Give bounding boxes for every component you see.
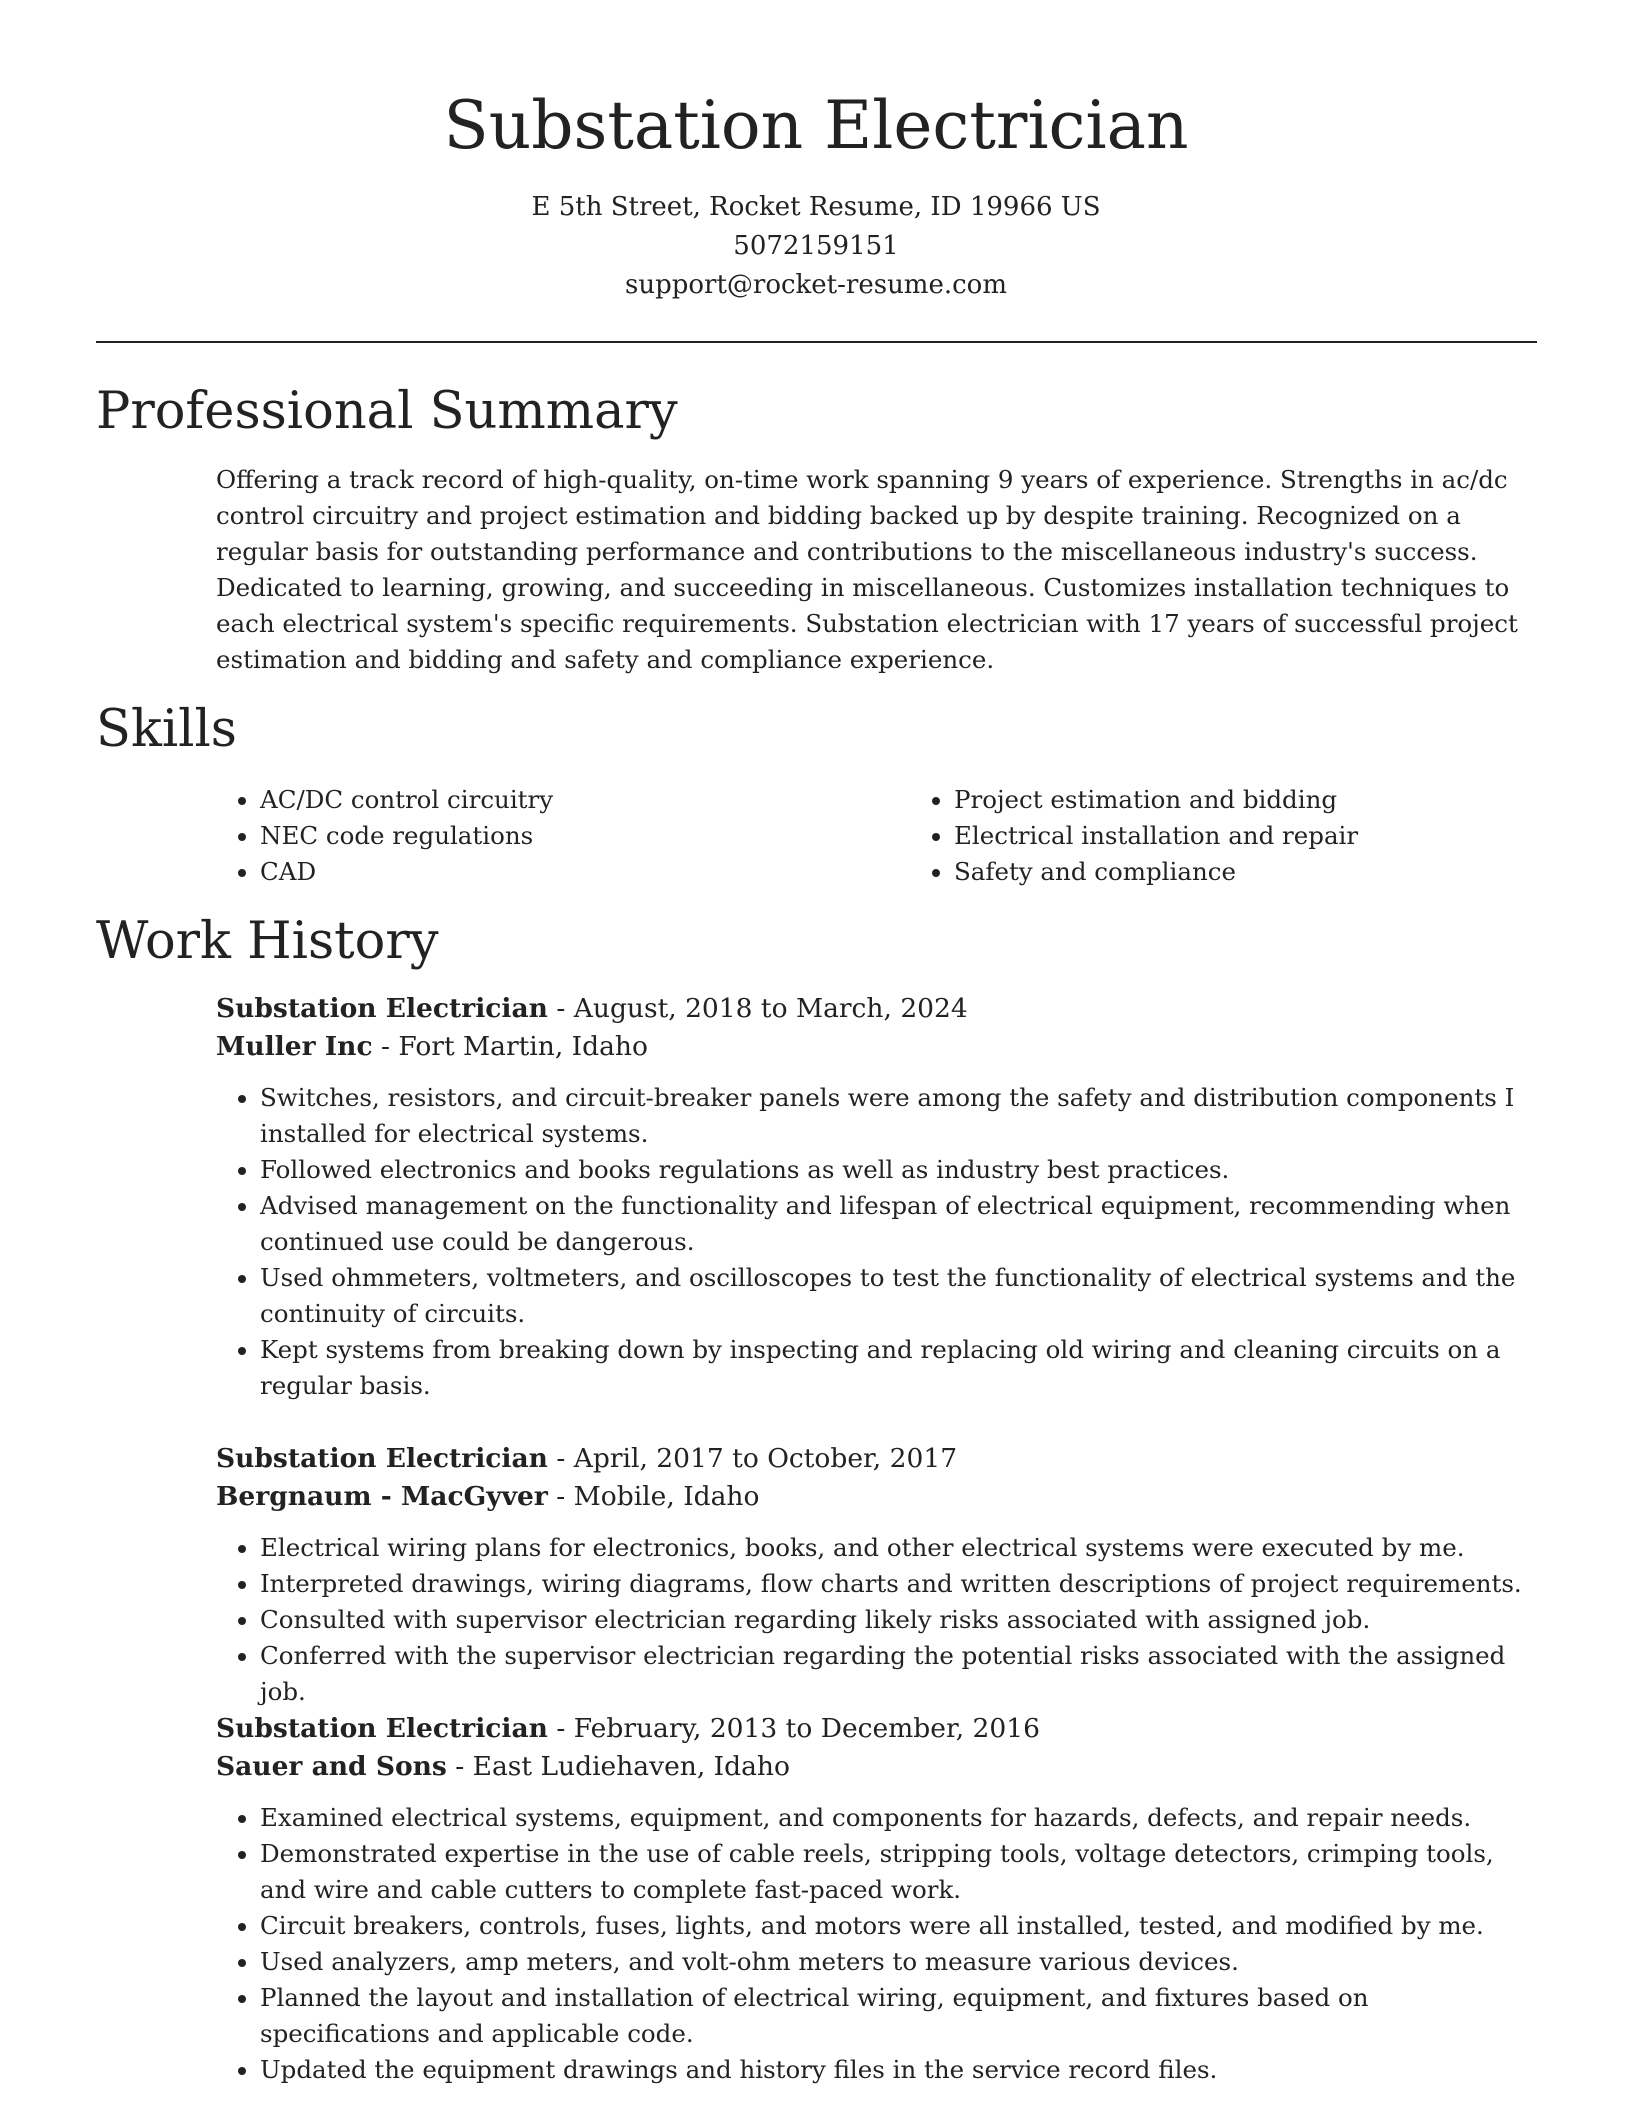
job-bullet: • Advised management on the functionality and lifespan of electrical equipment, recommending when continued use could be dangerous. [260, 1188, 1546, 1260]
address: E 5th Street, Rocket Resume, ID 19966 US [531, 192, 1101, 222]
summary-text: Offering a track record of high-quality, on-time work spanning 9 years of experience. Strengths in ac/dc control circuitry and project estimation and bidding backed up by despite training. Recognized on a regular basis for outstanding performance and contributions to the miscellaneous industry's success. Dedicated to learning, growing, and succeeding in miscellaneous. Customizes installation techniques to each electrical system's specific requirements. Substation electrician with 17 years of successful project estimation and bidding and safety and compliance experience. [216, 465, 1518, 674]
job-company: Muller Inc [216, 1031, 373, 1062]
contact-block [0, 188, 1632, 305]
job-title-line: Substation Electrician - April, 2017 to October, 2017 [216, 1443, 958, 1474]
job-company-line: Muller Inc - Fort Martin, Idaho [216, 1031, 648, 1062]
job-company: Sauer and Sons [216, 1751, 447, 1782]
job-bullet: • Used ohmmeters, voltmeters, and oscilloscopes to test the functionality of electrical systems and the continuity of circuits. [260, 1260, 1546, 1332]
job-bullet: • Followed electronics and books regulations as well as industry best practices. [260, 1152, 1546, 1188]
job-bullet: • Conferred with the supervisor electrician regarding the potential risks associated with the assigned job. [260, 1638, 1546, 1710]
job-bullet: • Planned the layout and installation of electrical wiring, equipment, and fixtures based on specifications and applicable code. [260, 1980, 1546, 2052]
job-bullet: • Circuit breakers, controls, fuses, lights, and motors were all installed, tested, and modified by me. [260, 1908, 1546, 1944]
skill-item: • Project estimation and bidding [954, 782, 1358, 818]
work-history-heading: Work History [96, 912, 439, 971]
job-location: Mobile, Idaho [573, 1481, 760, 1512]
job-dates: April, 2017 to October, 2017 [573, 1443, 958, 1474]
job-bullets [216, 1800, 1546, 2088]
skill-item: • NEC code regulations [260, 818, 910, 854]
job-dates: February, 2013 to December, 2016 [573, 1713, 1040, 1744]
skills-heading: Skills [96, 700, 237, 759]
job-company-line: Bergnaum - MacGyver - Mobile, Idaho [216, 1481, 760, 1512]
phone: 5072159151 [733, 231, 899, 261]
job-bullet: • Demonstrated expertise in the use of cable reels, stripping tools, voltage detectors, crimping tools, and wire and cable cutters to complete fast-paced work. [260, 1836, 1546, 1908]
skill-item: • Electrical installation and repair [954, 818, 1358, 854]
skill-item: • CAD [260, 854, 910, 890]
skill-item: • Safety and compliance [954, 854, 1358, 890]
job-title-line: Substation Electrician - August, 2018 to March, 2024 [216, 993, 968, 1024]
email: support@rocket-resume.com [624, 270, 1007, 300]
job-title-line: Substation Electrician - February, 2013 to December, 2016 [216, 1713, 1040, 1744]
job-bullet: • Used analyzers, amp meters, and volt-ohm meters to measure various devices. [260, 1944, 1546, 1980]
job-bullet: • Interpreted drawings, wiring diagrams, flow charts and written descriptions of project requirements. [260, 1566, 1546, 1602]
job-bullet: • Switches, resistors, and circuit-breaker panels were among the safety and distribution components I installed for electrical systems. [260, 1080, 1546, 1152]
job-bullets [216, 1530, 1546, 1710]
job-entry [216, 1440, 1546, 1710]
job-entry [216, 990, 1546, 1404]
job-bullet: • Updated the equipment drawings and history files in the service record files. [260, 2052, 1546, 2088]
job-bullet: • Kept systems from breaking down by inspecting and replacing old wiring and cleaning circuits on a regular basis. [260, 1332, 1546, 1404]
job-company-line: Sauer and Sons - East Ludiehaven, Idaho [216, 1751, 790, 1782]
job-role: Substation Electrician [216, 1713, 548, 1744]
job-bullets [216, 1080, 1546, 1404]
job-role: Substation Electrician [216, 1443, 548, 1474]
job-bullet: • Examined electrical systems, equipment, and components for hazards, defects, and repair needs. [260, 1800, 1546, 1836]
skills-column-left [216, 782, 910, 890]
job-dates: August, 2018 to March, 2024 [573, 993, 968, 1024]
job-bullet: • Consulted with supervisor electrician regarding likely risks associated with assigned job. [260, 1602, 1546, 1638]
summary-heading: Professional Summary [96, 382, 678, 441]
job-bullet: • Electrical wiring plans for electronics, books, and other electrical systems were executed by me. [260, 1530, 1546, 1566]
job-location: Fort Martin, Idaho [398, 1031, 648, 1062]
skills-column-right [910, 782, 1358, 890]
job-entry [216, 1710, 1546, 2088]
job-company: Bergnaum - MacGyver [216, 1481, 548, 1512]
header-divider [96, 341, 1537, 343]
job-role: Substation Electrician [216, 993, 548, 1024]
job-location: East Ludiehaven, Idaho [472, 1751, 790, 1782]
skill-item: • AC/DC control circuitry [260, 782, 910, 818]
skills-list [216, 782, 1546, 890]
candidate-name: Substation Electrician [443, 87, 1189, 164]
